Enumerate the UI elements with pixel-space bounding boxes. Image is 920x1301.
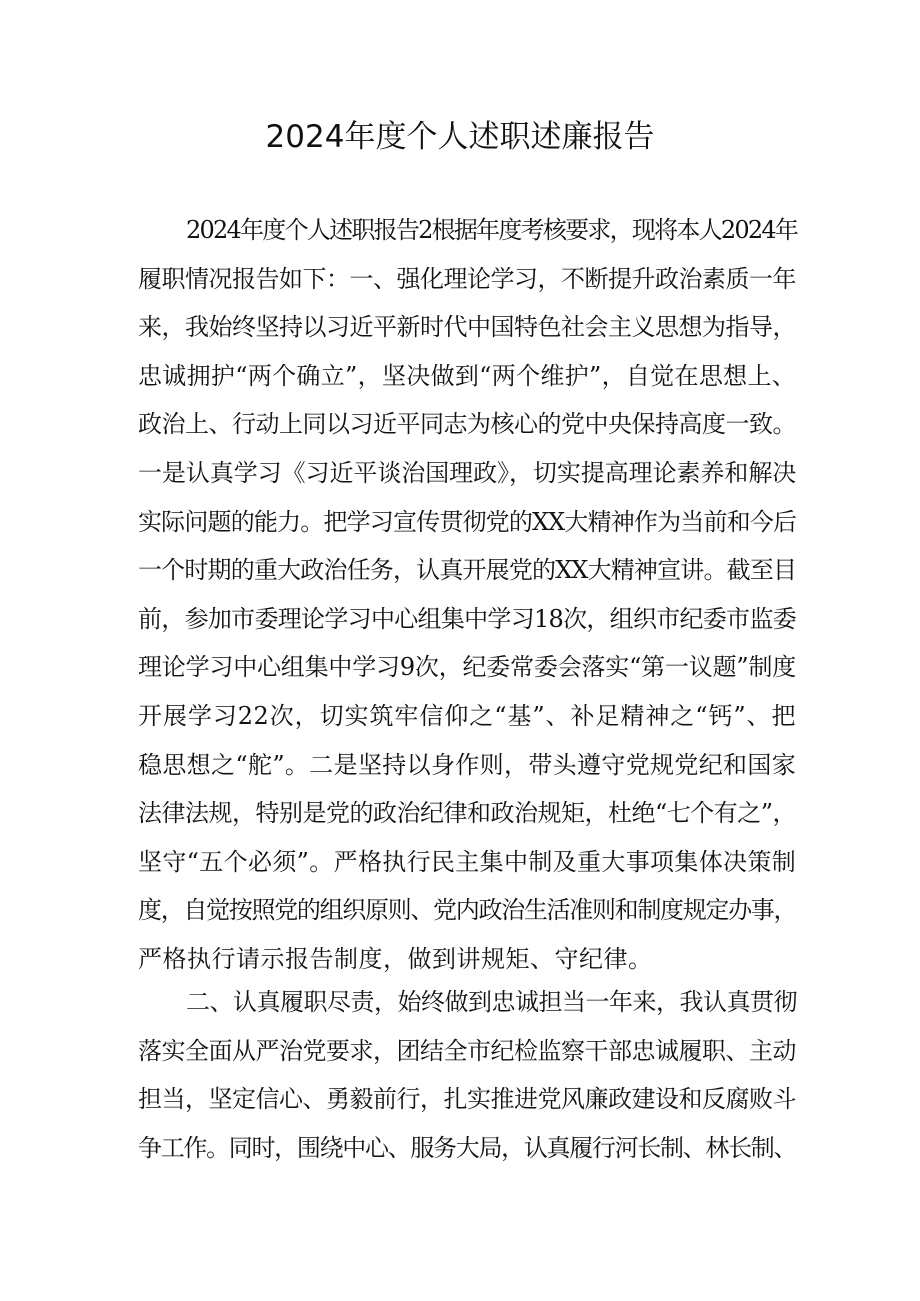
paragraph-line: 政治上、行动上同以习近平同志为核心的党中央保持高度一致。	[138, 410, 796, 439]
paragraph-line: 一个时期的重大政治任务，认真开展党的XX大精神宣讲。截至目	[138, 556, 796, 585]
paragraph-line: 前，参加市委理论学习中心组集中学习18次，组织市纪委市监委	[138, 604, 796, 633]
paragraph-line: 一是认真学习《习近平谈治国理政》，切实提高理论素养和解决	[138, 458, 796, 487]
paragraph-line: 2024年度个人述职报告2根据年度考核要求，现将本人2024年	[186, 216, 798, 244]
paragraph-line: 落实全面从严治党要求，团结全市纪检监察干部忠诚履职、主动	[138, 1036, 796, 1065]
paragraph-line: 坚守“五个必须”。严格执行民主集中制及重大事项集体决策制	[138, 847, 796, 876]
paragraph-line: 稳思想之“舵”。二是坚持以身作则，带头遵守党规党纪和国家	[138, 750, 796, 779]
paragraph-line: 开展学习22次，切实筑牢信仰之“基”、补足精神之“钙”、把	[138, 701, 796, 730]
paragraph-line: 担当，坚定信心、勇毅前行，扎实推进党风廉政建设和反腐败斗	[138, 1085, 796, 1114]
paragraph-line: 履职情况报告如下：一、强化理论学习，不断提升政治素质一年	[138, 264, 796, 293]
paragraph-line: 来，我始终坚持以习近平新时代中国特色社会主义思想为指导，	[138, 313, 796, 342]
paragraph-line: 二、认真履职尽责，始终做到忠诚担当一年来，我认真贯彻	[186, 988, 797, 1016]
paragraph-line: 实际问题的能力。把学习宣传贯彻党的XX大精神作为当前和今后	[138, 507, 796, 536]
paragraph-line: 理论学习中心组集中学习9次，纪委常委会落实“第一议题”制度	[138, 653, 796, 682]
paragraph-line: 度，自觉按照党的组织原则、党内政治生活准则和制度规定办事，	[138, 896, 796, 925]
paragraph-1	[138, 206, 796, 984]
paragraph-line: 严格执行请示报告制度，做到讲规矩、守纪律。	[138, 944, 653, 973]
paragraph-line: 争工作。同时，围绕中心、服务大局，认真履行河长制、林长制、	[138, 1133, 796, 1162]
paragraph-2	[138, 978, 796, 1172]
document-title: 2024年度个人述职述廉报告	[265, 119, 655, 155]
paragraph-line: 法律法规，特别是党的政治纪律和政治规矩，杜绝“七个有之”，	[138, 799, 797, 828]
paragraph-line: 忠诚拥护“两个确立”，坚决做到“两个维护”，自觉在思想上、	[138, 361, 796, 390]
